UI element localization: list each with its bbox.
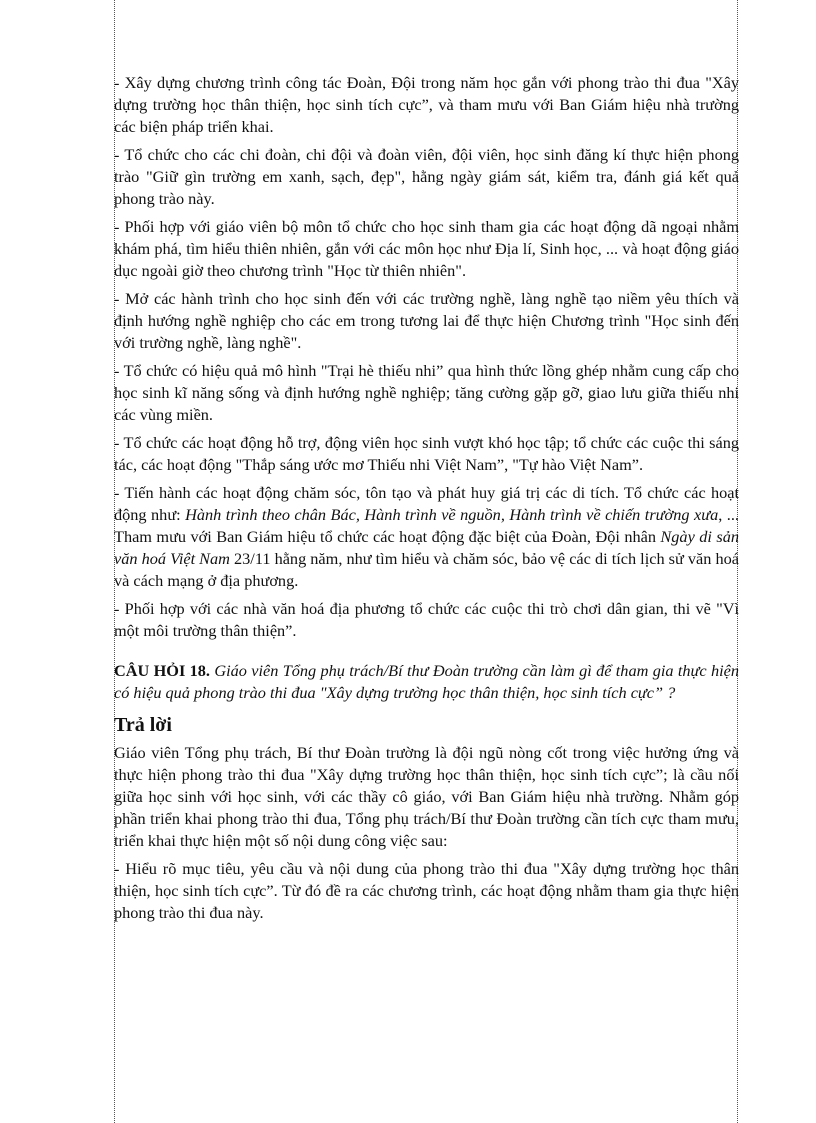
answer-heading: Trả lời [114,714,172,736]
question-18 [114,660,739,704]
question-label: CÂU HỎI 18. [114,661,210,680]
heritage-text-3: 23/11 hằng năm, như tìm hiểu và chăm sóc, bảo vệ các di tích lịch sử văn hoá và cách mạng ở địa phương. [114,549,739,590]
paragraph-summer-camp: - Tổ chức có hiệu quả mô hình "Trại hè thiếu nhi” qua hình thức lồng ghép nhằm cung cấp cho học sinh kĩ năng sống và định hướng nghề nghiệp; tăng cường gặp gỡ, giao lưu giữa thiếu nhi các vùng miền. [114,361,739,424]
heritage-day: Ngày di sản văn hoá Việt Nam [114,527,739,568]
paragraph-folk-games: - Phối hợp với các nhà văn hoá địa phương tổ chức các cuộc thi trò chơi dân gian, thi vẽ "Vì một môi trường thân thiện”. [114,599,739,640]
answer-point-1: - Hiểu rõ mục tiêu, yêu cầu và nội dung của phong trào thi đua "Xây dựng trường học thân thiện, học sinh tích cực”. Từ đó đề ra các chương trình, các hoạt động nhằm tham gia thực hiện phong trào thi đua này. [114,859,739,922]
paragraph-program: - Xây dựng chương trình công tác Đoàn, Đội trong năm học gắn với phong trào thi đua "Xây dựng trường học thân thiện, học sinh tích cực”, và tham mưu với Ban Giám hiệu nhà trường các biện pháp triển khai. [114,73,739,136]
heritage-text-2: , ... Tham mưu với Ban Giám hiệu tổ chức các hoạt động đặc biệt của Đoàn, Đội nhân [114,505,739,546]
paragraph-green-school: - Tổ chức cho các chi đoàn, chi đội và đoàn viên, đội viên, học sinh đăng kí thực hiện phong trào "Giữ gìn trường em xanh, sạch, đẹp", hằng ngày giám sát, kiểm tra, đánh giá kết quả phong trào này. [114,145,739,208]
answer-intro: Giáo viên Tổng phụ trách, Bí thư Đoàn trường là đội ngũ nòng cốt trong việc hưởng ứng và thực hiện phong trào thi đua "Xây dựng trường học thân thiện, học sinh tích cực”; là cầu nối giữa học sinh với học sinh, với các thầy cô giáo, với Ban Giám hiệu nhà trường. Nhằm góp phần triển khai phong trào thi đua, Tổng phụ trách/Bí thư Đoàn trường cần tích cực tham mưu, triển khai thực hiện một số nội dung công việc sau: [114,743,739,850]
heritage-journeys: Hành trình theo chân Bác, Hành trình về nguồn, Hành trình về chiến trường xưa [185,505,719,524]
heritage-text-1: - Tiến hành các hoạt động chăm sóc, tôn tạo và phát huy giá trị các di tích. Tổ chức các hoạt động như: [114,483,739,524]
paragraph-field-trips: - Phối hợp với giáo viên bộ môn tổ chức cho học sinh tham gia các hoạt động dã ngoại nhằm khám phá, tìm hiểu thiên nhiên, gắn với các môn học như Địa lí, Sinh học, ... và hoạt động giáo dục ngoài giờ theo chương trình "Học từ thiên nhiên". [114,217,739,280]
question-text: Giáo viên Tổng phụ trách/Bí thư Đoàn trường cần làm gì để tham gia thực hiện có hiệu quả phong trào thi đua "Xây dựng trường học thân thiện, học sinh tích cực” ? [114,661,739,702]
paragraph-heritage [114,482,739,592]
document-body [114,72,739,930]
paragraph-support: - Tổ chức các hoạt động hỗ trợ, động viên học sinh vượt khó học tập; tổ chức các cuộc thi sáng tác, các hoạt động "Thắp sáng ước mơ Thiếu nhi Việt Nam”, "Tự hào Việt Nam”. [114,433,739,474]
paragraph-vocational: - Mở các hành trình cho học sinh đến với các trường nghề, làng nghề tạo niềm yêu thích và định hướng nghề nghiệp cho các em trong tương lai để thực hiện Chương trình "Học sinh đến với trường nghề, làng nghề". [114,289,739,352]
